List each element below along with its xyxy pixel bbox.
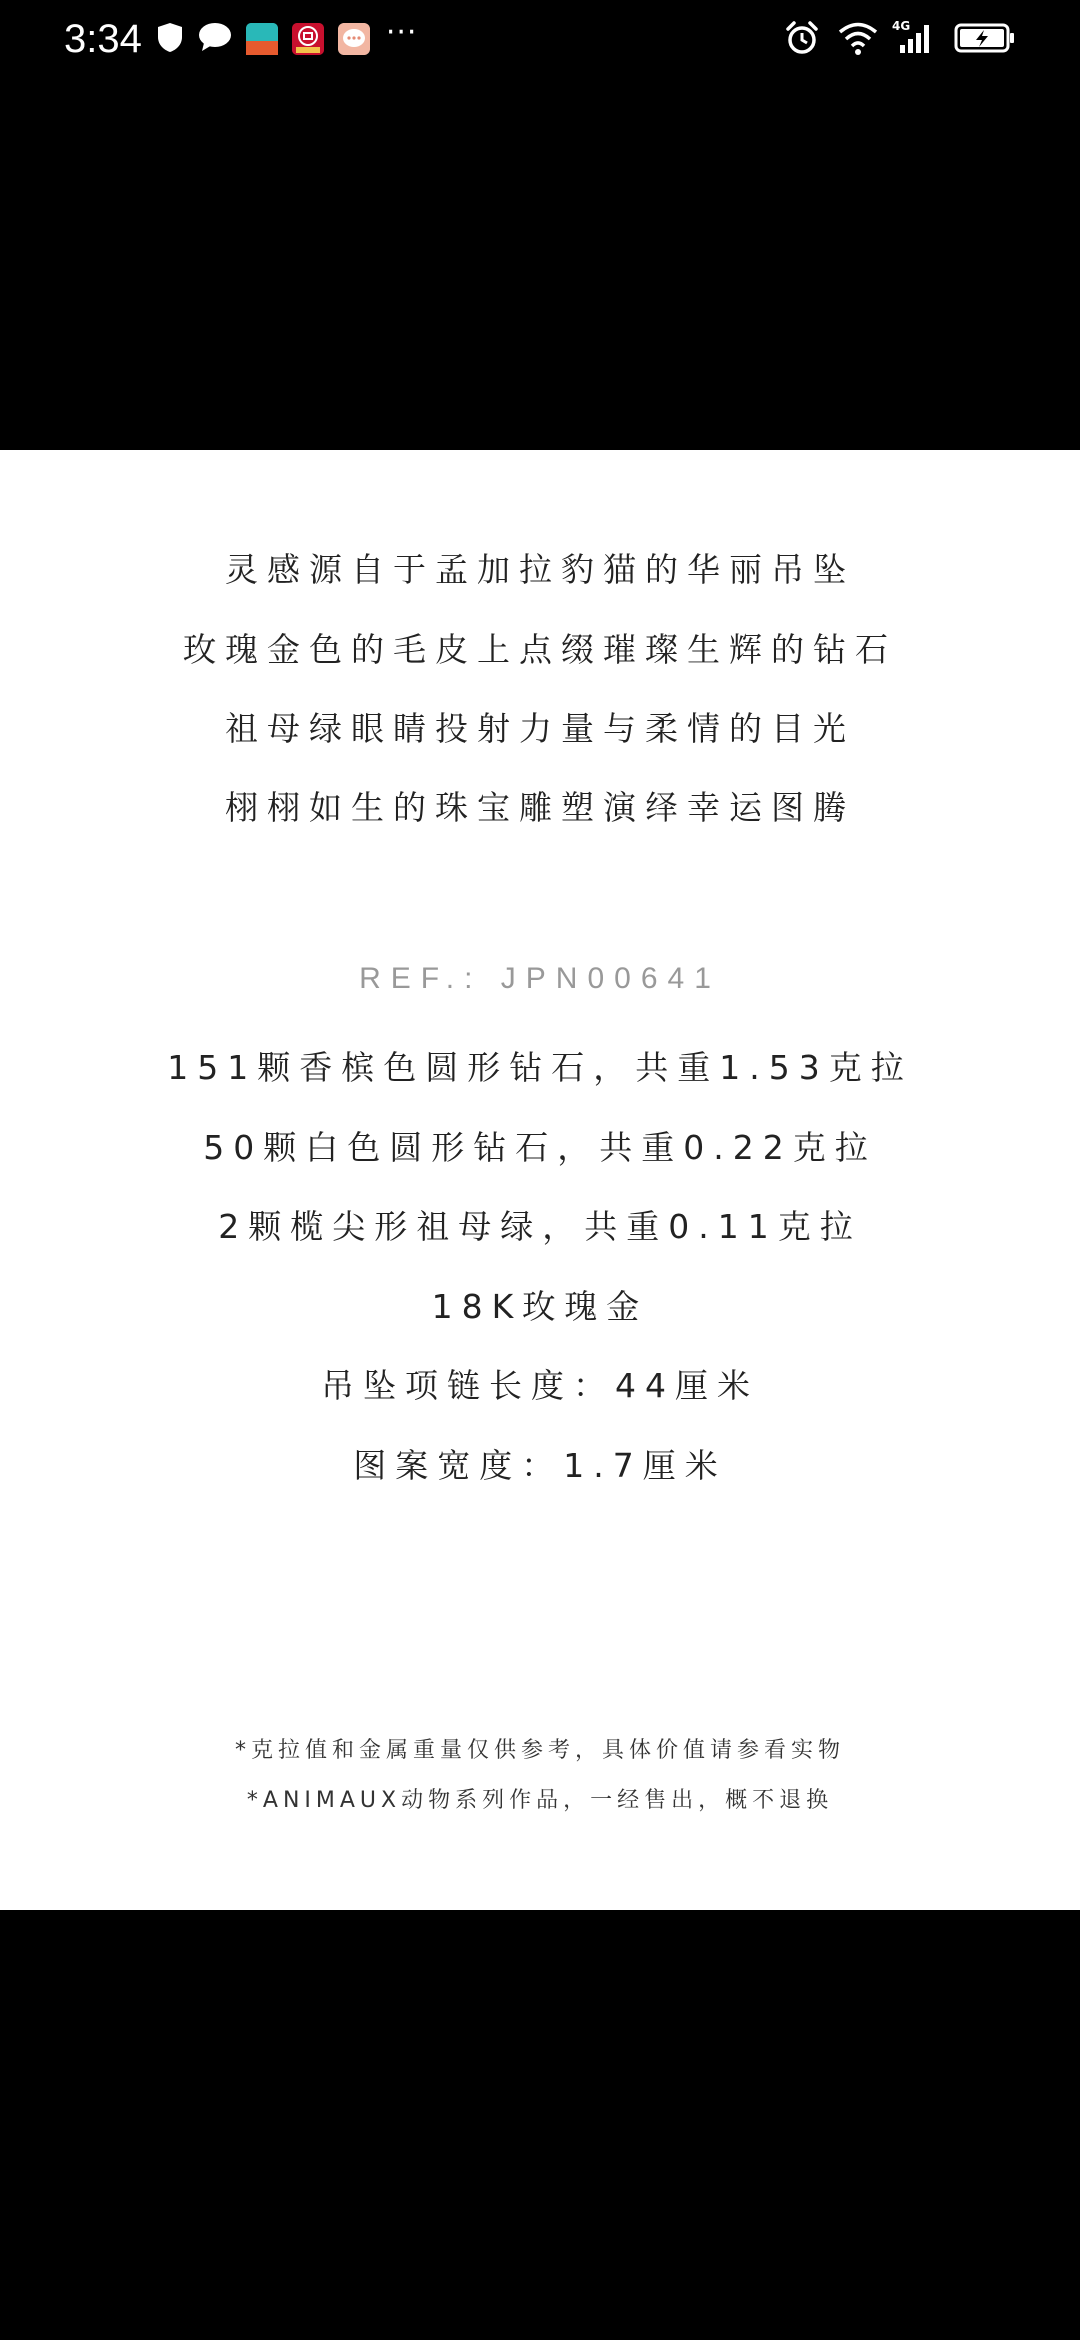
status-time: 3:34 (64, 16, 142, 61)
description-line-1: 灵感源自于孟加拉豹猫的华丽吊坠 (225, 550, 855, 589)
message-app-icon (338, 23, 370, 55)
spec-line-5: 吊坠项链长度：44厘米 (321, 1366, 759, 1405)
cellular-signal-icon (892, 19, 936, 59)
description-line-3: 祖母绿眼睛投射力量与柔情的目光 (225, 709, 855, 748)
spec-line-4: 18K玫瑰金 (431, 1287, 649, 1326)
wifi-icon (838, 21, 878, 59)
chat-bubble-icon (198, 22, 232, 56)
more-notifications-icon: ··· (385, 15, 418, 50)
reference-number: REF.: JPN00641 (359, 962, 721, 995)
status-right (784, 16, 1016, 64)
status-left (64, 14, 417, 64)
status-bar (0, 0, 1080, 80)
boss-zhipin-app-icon (246, 23, 278, 55)
network-type-label: 4G (892, 19, 911, 33)
description-line-4: 栩栩如生的珠宝雕塑演绎幸运图腾 (225, 788, 855, 827)
disclaimer-line-1: *克拉值和金属重量仅供参考，具体价值请参看实物 (234, 1738, 845, 1763)
spec-line-3: 2颗榄尖形祖母绿，共重0.11克拉 (218, 1207, 862, 1246)
spec-line-2: 50颗白色圆形钻石，共重0.22克拉 (203, 1128, 877, 1167)
bank-app-icon (292, 23, 324, 55)
shield-icon (156, 21, 184, 57)
alarm-icon (784, 20, 820, 60)
description-line-2: 玫瑰金色的毛皮上点缀璀璨生辉的钻石 (183, 630, 897, 669)
battery-charging-icon (954, 21, 1016, 59)
spec-line-6: 图案宽度：1.7厘米 (353, 1446, 727, 1485)
product-description-panel (0, 450, 1080, 1910)
spec-line-1: 151颗香槟色圆形钻石，共重1.53克拉 (167, 1048, 913, 1087)
disclaimer-line-2: *ANIMAUX动物系列作品，一经售出，概不退换 (246, 1788, 834, 1813)
